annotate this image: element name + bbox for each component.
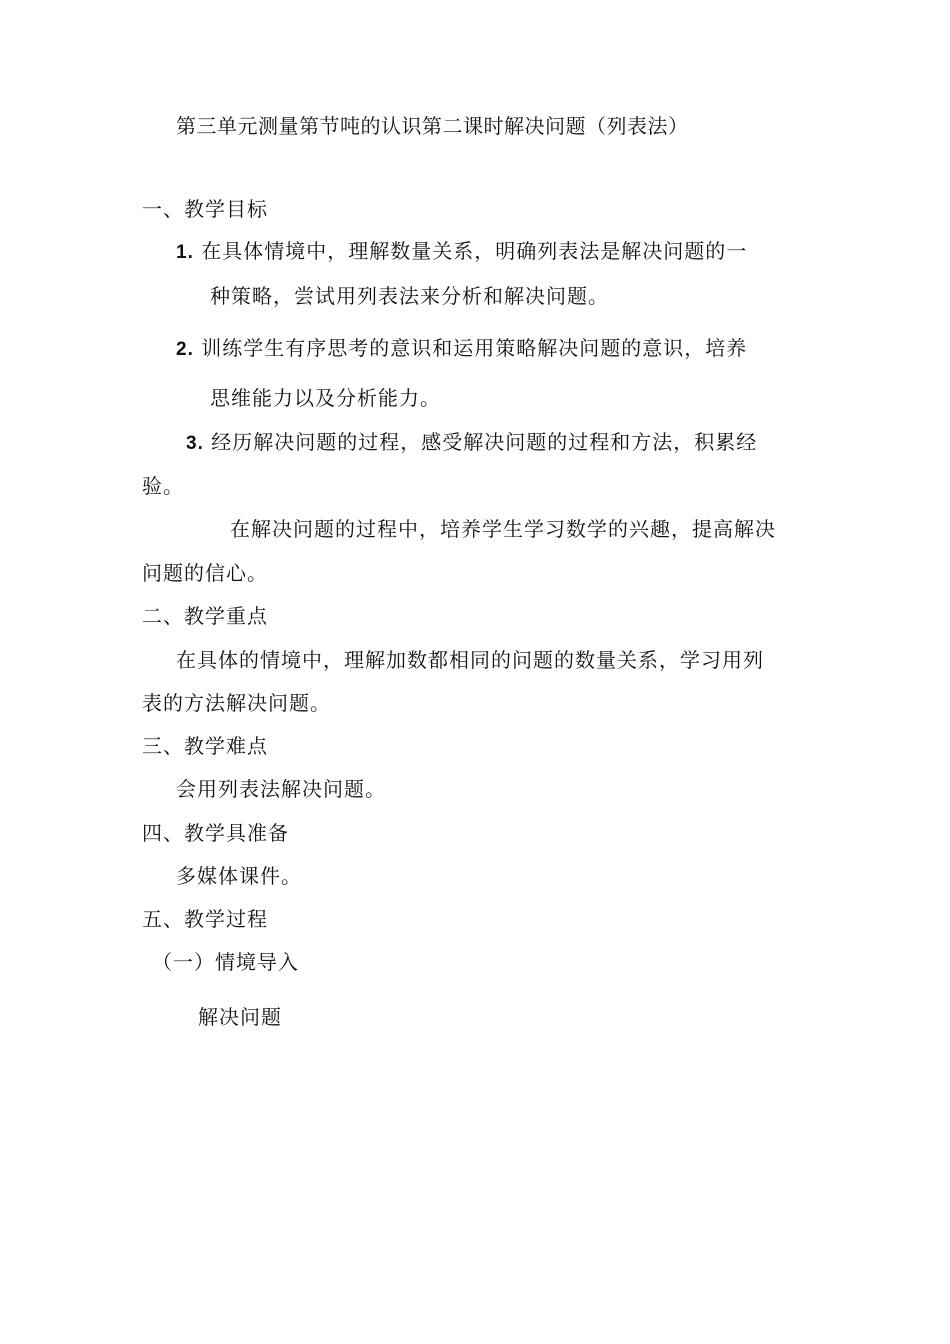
goal-item-2-text: 训练学生有序思考的意识和运用策略解决问题的意识，培养 [201,336,748,360]
difficulties-text: 会用列表法解决问题。 [176,777,386,801]
section-heading-key-points: 二、教学重点 [142,604,268,628]
goal-item-3-separator: . [197,433,204,454]
goal-item-1-number: 1 [176,242,188,263]
goal-item-3-number: 3 [186,433,198,454]
section-heading-process: 五、教学过程 [142,907,268,931]
process-subheading-intro: （一）情境导入 [152,950,299,974]
process-intro-text: 解决问题 [198,1005,282,1029]
goal-item-4: 在解决问题的过程中，培养学生学习数学的兴趣，提高解决 [230,517,776,541]
goal-item-1-text: 在具体情境中，理解数量关系，明确列表法是解决问题的一 [201,239,748,263]
goal-item-3-continuation: 验。 [142,474,184,498]
key-points-text: 在具体的情境中，理解加数都相同的问题的数量关系，学习用列 [176,648,764,672]
goal-item-2-continuation: 思维能力以及分析能力。 [210,386,441,410]
goal-item-2-number: 2 [176,339,188,360]
document-title: 第三单元测量第节吨的认识第二课时解决问题（列表法） [176,114,689,138]
goal-item-3-text: 经历解决问题的过程，感受解决问题的过程和方法，积累经 [211,430,758,454]
goal-item-2 [176,335,747,363]
materials-text: 多媒体课件。 [176,864,302,888]
goal-item-1-continuation: 种策略，尝试用列表法来分析和解决问题。 [210,284,609,308]
goal-item-1 [176,238,747,266]
key-points-continuation: 表的方法解决问题。 [142,691,331,715]
goal-item-3 [186,429,757,457]
goal-item-2-separator: . [187,339,194,360]
goal-item-1-separator: . [187,242,194,263]
goal-item-4-continuation: 问题的信心。 [142,561,268,585]
section-heading-goals: 一、教学目标 [142,197,268,221]
section-heading-materials: 四、教学具准备 [142,821,289,845]
section-heading-difficulties: 三、教学难点 [142,734,268,758]
